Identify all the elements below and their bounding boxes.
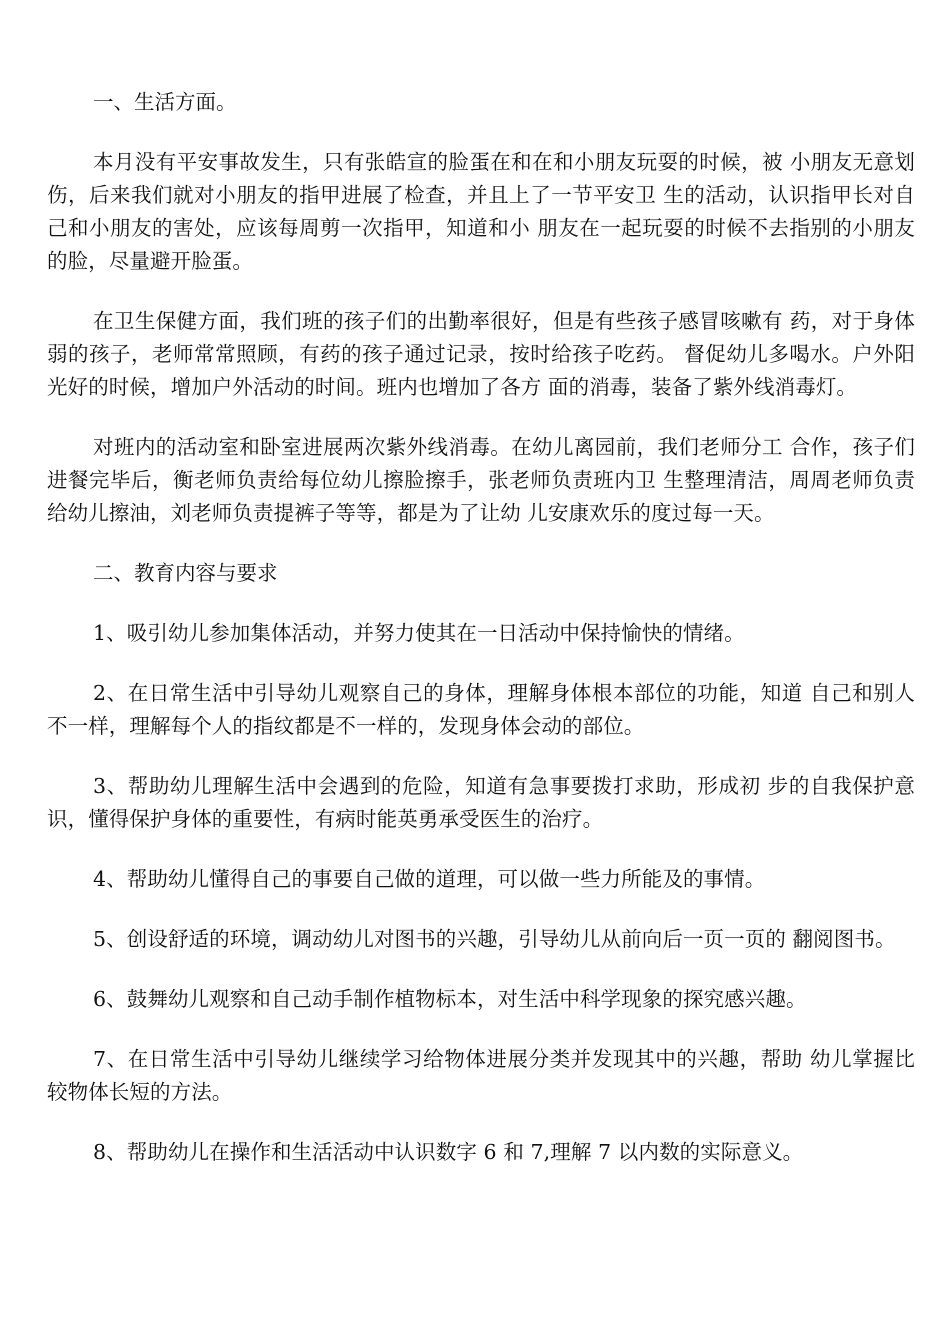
paragraph-health-care: 在卫生保健方面，我们班的孩子们的出勤率很好，但是有些孩子感冒咳嗽有 药，对于身体弱的孩子，老师常常照顾，有药的孩子通过记录，按时给孩子吃药。 督促幼儿多喝水。户外阳光好的时候，增加户外活动的时间。班内也增加了各方 面的消毒，装备了紫外线消毒灯。 [47,309,915,399]
list-item: 4、帮助幼儿懂得自己的事要自己做的道理，可以做一些力所能及的事情。 [93,867,766,891]
paragraph-safety: 本月没有平安事故发生，只有张皓宣的脸蛋在和在和小朋友玩耍的时候，被 小朋友无意划伤，后来我们就对小朋友的指甲进展了检查，并且上了一节平安卫 生的活动，认识指甲长对自己和小朋友的害处，应该每周剪一次指甲，知道和小 朋友在一起玩耍的时候不去指别的小朋友的脸，尽量避开脸蛋。 [47,150,915,273]
list-item: 3、帮助幼儿理解生活中会遇到的危险，知道有急事要拨打求助，形成初 步的自我保护意识，懂得保护身体的重要性，有病时能英勇承受医生的治疗。 [47,774,915,831]
list-item: 8、帮助幼儿在操作和生活活动中认识数字 6 和 7,理解 7 以内数的实际意义。 [93,1140,804,1164]
section-heading-education: 二、教育内容与要求 [93,561,278,585]
paragraph-disinfection: 对班内的活动室和卧室进展两次紫外线消毒。在幼儿离园前，我们老师分工 合作，孩子们进餐完毕后，衡老师负责给每位幼儿擦脸擦手，张老师负责班内卫 生整理清洁，周周老师负责给幼儿擦油，刘老师负责提裤子等等，都是为了让幼 儿安康欢乐的度过每一天。 [47,435,915,525]
document-page [47,86,915,1196]
list-item: 5、创设舒适的环境，调动幼儿对图书的兴趣，引导幼儿从前向后一页一页的 翻阅图书。 [93,927,896,951]
list-item: 2、在日常生活中引导幼儿观察自己的身体，理解身体根本部位的功能，知道 自己和别人不一样，理解每个人的指纹都是不一样的，发现身体会动的部位。 [47,681,915,738]
section-heading-life: 一、生活方面。 [93,90,237,114]
list-item: 1、吸引幼儿参加集体活动，并努力使其在一日活动中保持愉快的情绪。 [93,621,745,645]
list-item: 6、鼓舞幼儿观察和自己动手制作植物标本，对生活中科学现象的探究感兴趣。 [93,987,807,1011]
list-item: 7、在日常生活中引导幼儿继续学习给物体进展分类并发现其中的兴趣，帮助 幼儿掌握比较物体长短的方法。 [47,1047,915,1104]
